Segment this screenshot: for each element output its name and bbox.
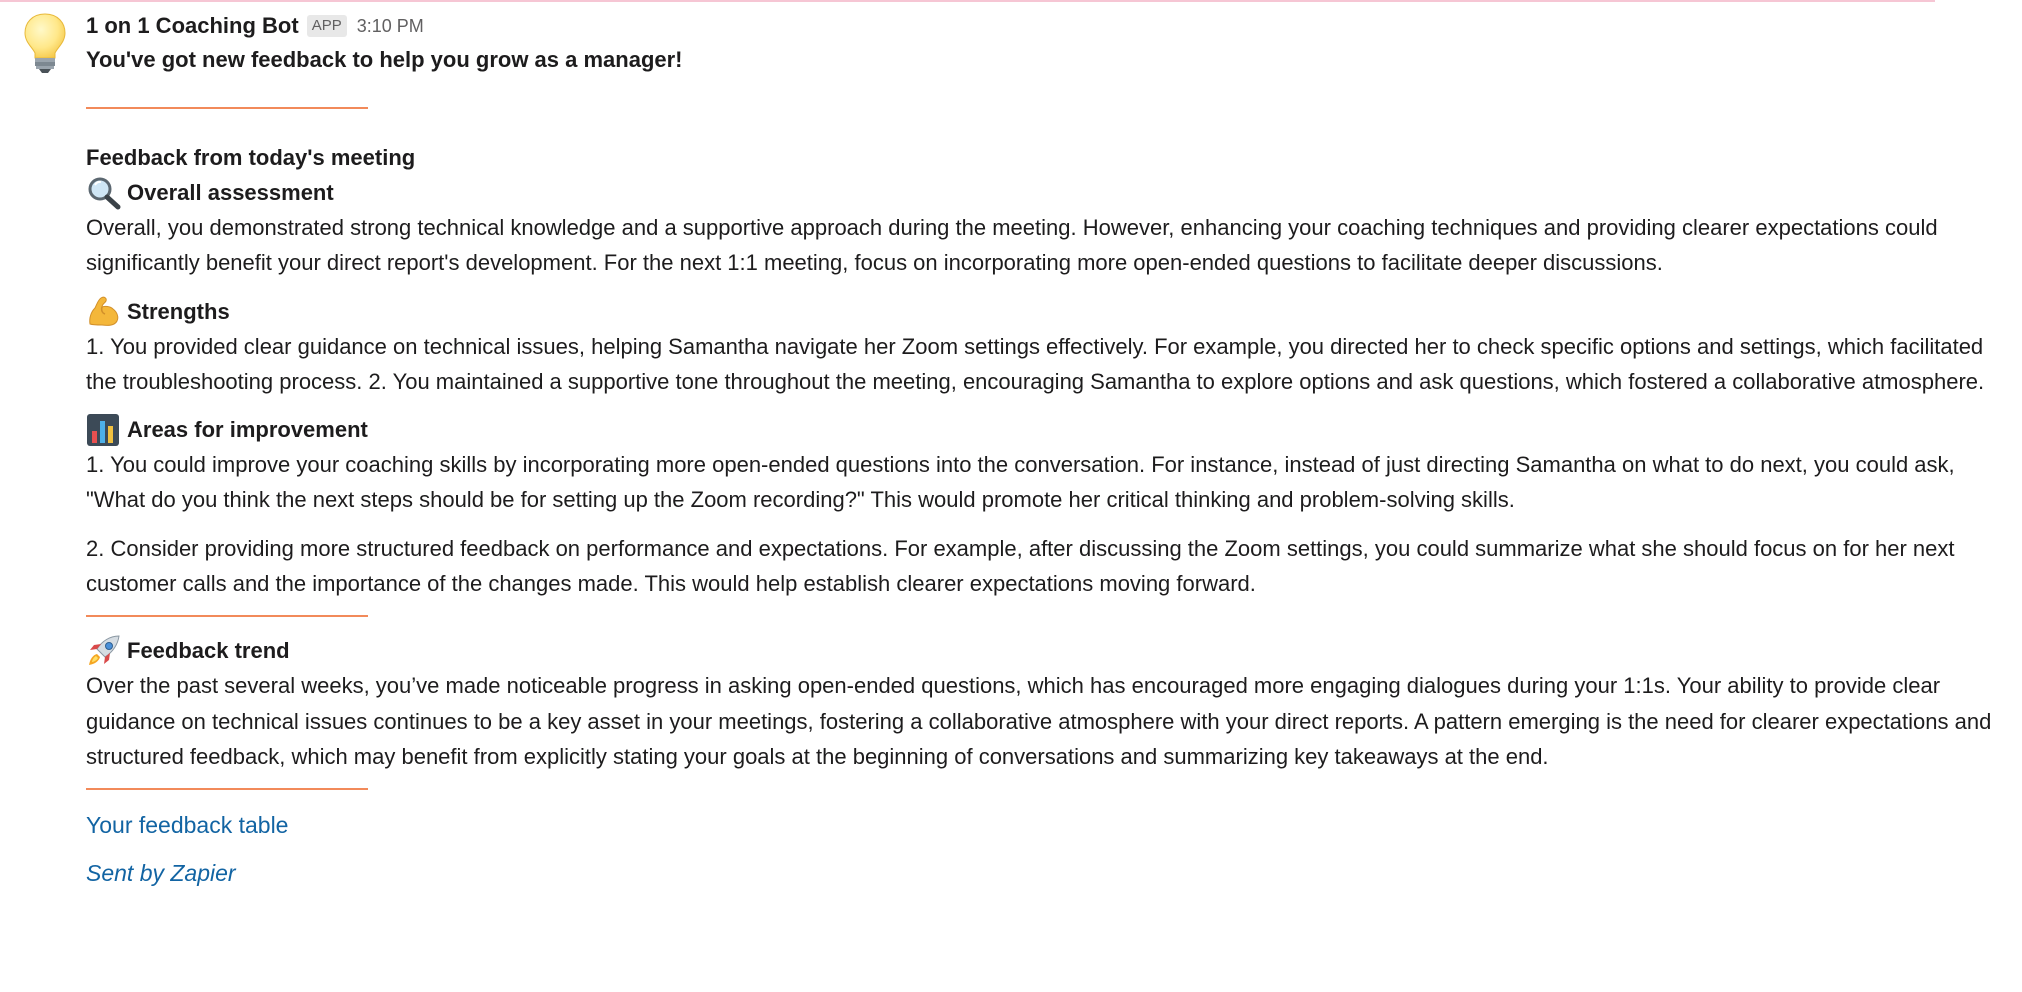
overall-assessment-text: Overall, you demonstrated strong technical knowledge and a supportive approach during the meeting. However, enhancing your coaching techniques and providing clearer expectations could significantly benefit your direct report's development. For the next 1:1 meeting, focus on incorporating more open-ended questions to facilitate deeper discussions. — [86, 215, 1938, 276]
feedback-heading: Feedback from today's meeting — [86, 145, 416, 170]
section-divider — [86, 107, 368, 109]
feedback-trend-text: Over the past several weeks, you’ve made noticeable progress in asking open-ended questions, which has encouraged more engaging dialogues during your 1:1s. Your ability to provide clear guidance on technical issues continues to be a key asset in your meetings, fostering a collaborative atmosphere with your direct reports. A pattern emerging is the need for clearer expectations and structured feedback, which may benefit from explicitly stating your goals at the beginning of conversations and summarizing key takeaways at the end. — [86, 673, 1992, 769]
feedback-trend-title — [86, 633, 2006, 668]
message-content — [86, 10, 2006, 891]
section-divider — [86, 788, 368, 790]
strengths-label: Strengths — [127, 298, 230, 324]
magnifying-glass-icon — [86, 176, 122, 210]
section-divider — [86, 615, 368, 617]
feedback-table-link[interactable]: Your feedback table — [86, 812, 289, 839]
improvement-text-2: 2. Consider providing more structured feedback on performance and expectations. For example, after discussing the Zoom settings, you could summarize what she should focus on for her next customer calls and the importance of the changes made. This would help establish clearer expectations moving forward. — [86, 535, 1955, 597]
bar-chart-icon — [86, 413, 122, 447]
flexed-biceps-icon — [86, 294, 122, 328]
bot-name-link[interactable]: 1 on 1 Coaching Bot — [86, 13, 299, 38]
improvement-title — [86, 412, 2006, 447]
improvement-text-1: 1. You could improve your coaching skills by incorporating more open-ended questions into the conversation. For instance, instead of just directing Samantha on what to do next, you could ask, "What do you think the next steps should be for setting up the Zoom recording?" This would promote her critical thinking and problem-solving skills. — [86, 452, 1955, 513]
message-timestamp[interactable]: 3:10 PM — [356, 15, 424, 36]
sent-by-zapier-link[interactable]: Sent by Zapier — [86, 860, 236, 887]
strengths-title — [86, 294, 2006, 329]
app-badge: APP — [307, 15, 347, 37]
message-header — [86, 10, 2006, 42]
lightbulb-avatar-icon[interactable] — [22, 12, 68, 74]
overall-assessment-title — [86, 175, 2006, 210]
strengths-text: 1. You provided clear guidance on technical issues, helping Samantha navigate her Zoom settings effectively. For example, you directed her to check specific options and settings, which facilitated the troubleshooting process. 2. You maintained a supportive tone throughout the meeting, encouraging Samantha to explore options and ask questions, which fostered a collaborative atmosphere. — [86, 333, 1985, 394]
rocket-icon — [86, 634, 122, 668]
feedback-trend-label: Feedback trend — [127, 638, 290, 664]
improvement-label: Areas for improvement — [127, 417, 368, 443]
overall-assessment-label: Overall assessment — [127, 180, 334, 205]
intro-text: You've got new feedback to help you grow as a manager! — [86, 47, 683, 72]
